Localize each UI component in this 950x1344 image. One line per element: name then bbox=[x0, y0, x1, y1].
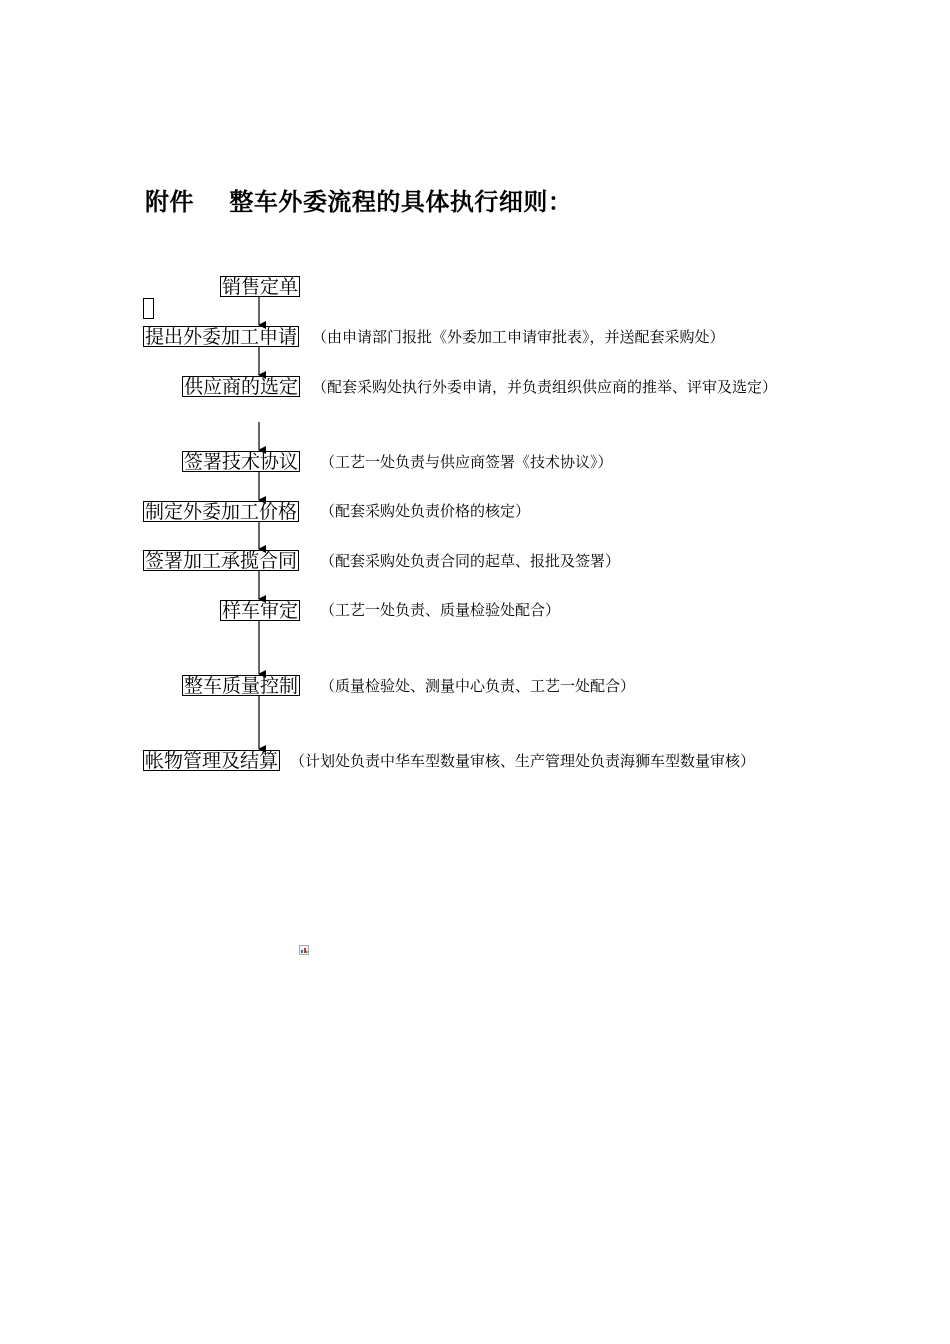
step-outsource-request: 提出外委加工申请 bbox=[145, 326, 298, 348]
step-quality-control: 整车质量控制 bbox=[184, 675, 299, 697]
step-sales-order: 销售定单 bbox=[222, 276, 299, 298]
note-quality-control: （质量检验处、测量中心负责、工艺一处配合） bbox=[320, 677, 636, 695]
note-tech-agreement: （工艺一处负责与供应商签署《技术协议》） bbox=[320, 453, 613, 471]
note-contract: （配套采购处负责合同的起草、报批及签署） bbox=[320, 552, 621, 570]
step-tech-agreement: 签署技术协议 bbox=[184, 451, 299, 473]
note-supplier-selection-text: （配套采购处执行外委申请，并负责组织供应商的推举、评审及选定） bbox=[312, 378, 778, 396]
step-supplier-selection: 供应商的选定 bbox=[184, 376, 299, 398]
note-set-price: （配套采购处负责价格的核定） bbox=[320, 502, 531, 520]
document-title: 附件 整车外委流程的具体执行细则： bbox=[145, 188, 573, 216]
note-outsource-request: （由申请部门报批《外委加工申请审批表》，并送配套采购处） bbox=[312, 328, 725, 346]
note-settlement: （计划处负责中华车型数量审核、生产管理处负责海狮车型数量审核） bbox=[290, 752, 756, 770]
step-sample-approval: 样车审定 bbox=[222, 600, 299, 622]
step-contract: 签署加工承揽合同 bbox=[145, 550, 298, 572]
broken-image-icon bbox=[299, 945, 309, 955]
step-settlement: 帐物管理及结算 bbox=[145, 750, 279, 772]
step-set-price: 制定外委加工价格 bbox=[145, 501, 298, 523]
note-sample-approval: （工艺一处负责、质量检验处配合） bbox=[320, 601, 561, 619]
